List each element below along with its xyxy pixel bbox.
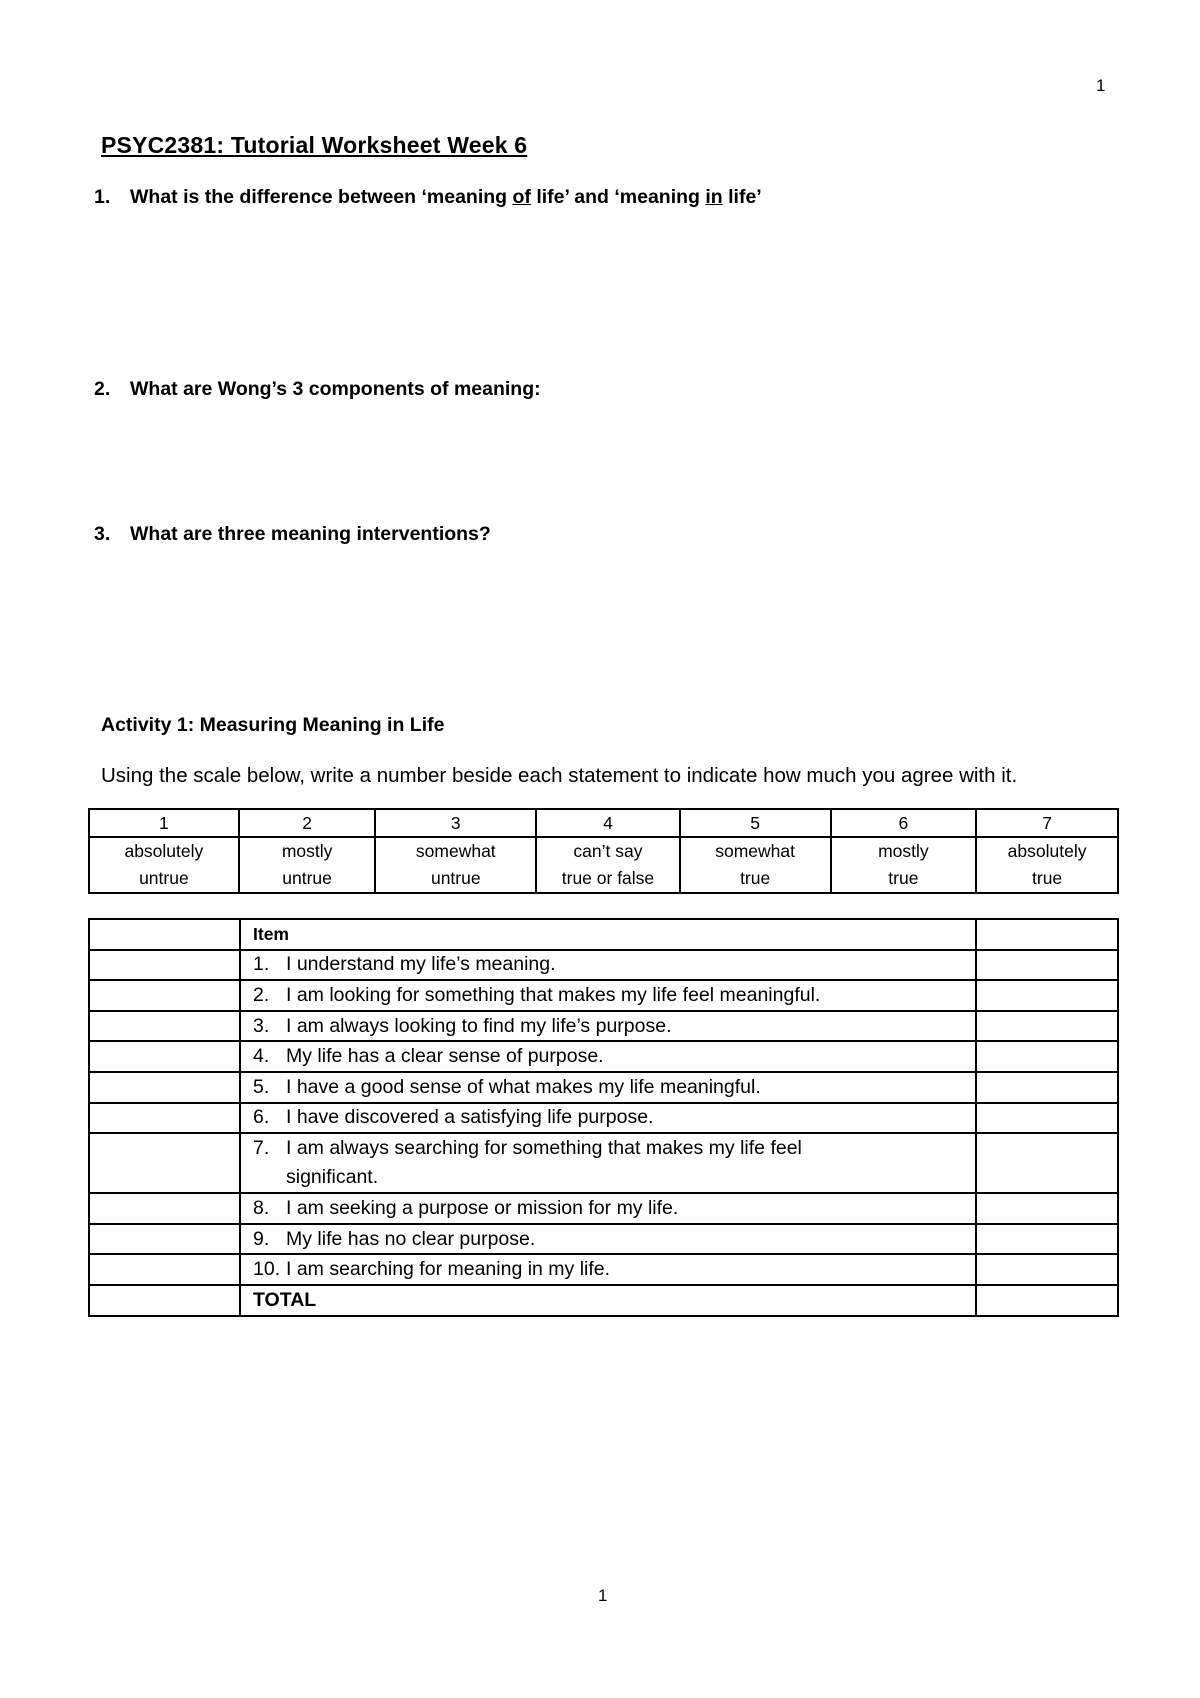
score-input-cell[interactable] — [89, 1285, 240, 1316]
score-input-cell[interactable] — [89, 980, 240, 1011]
question-1 — [94, 186, 762, 209]
meaning-items-table — [88, 918, 1119, 1317]
scale-label-line: true — [888, 868, 919, 888]
score-input-cell[interactable] — [89, 950, 240, 981]
table-row — [89, 1133, 1118, 1193]
worksheet-title: PSYC2381: Tutorial Worksheet Week 6 — [101, 132, 528, 158]
blank-cell — [976, 1224, 1118, 1255]
score-input-cell[interactable] — [89, 1133, 240, 1193]
item-cell — [240, 1103, 976, 1134]
item-text: I have discovered a satisfying life purpose. — [286, 1106, 654, 1129]
scale-label-line: somewhat — [715, 841, 796, 861]
total-label: TOTAL — [240, 1285, 976, 1316]
scale-number: 7 — [976, 809, 1118, 837]
question-underlined-word: in — [705, 186, 723, 208]
total-row — [89, 1285, 1118, 1316]
scale-label — [831, 837, 977, 893]
item-number: 4. — [253, 1045, 270, 1068]
scale-label-line: untrue — [139, 868, 189, 888]
scale-label-row — [89, 837, 1118, 893]
blank-cell — [976, 919, 1118, 950]
item-text: I am seeking a purpose or mission for my life. — [286, 1196, 679, 1219]
item-header: Item — [240, 919, 976, 950]
score-input-cell[interactable] — [89, 1041, 240, 1072]
blank-cell — [976, 1103, 1118, 1134]
item-cell — [240, 980, 976, 1011]
item-number: 6. — [253, 1106, 270, 1129]
table-header-row — [89, 919, 1118, 950]
score-input-cell[interactable] — [89, 1011, 240, 1042]
page-number-top: 1 — [1096, 76, 1106, 95]
scale-number: 4 — [536, 809, 680, 837]
table-row — [89, 1011, 1118, 1042]
score-input-cell[interactable] — [89, 1103, 240, 1134]
item-number: 2. — [253, 983, 270, 1006]
scale-number: 2 — [239, 809, 376, 837]
table-row — [89, 1224, 1118, 1255]
scale-label — [375, 837, 536, 893]
scale-label-line: mostly — [281, 841, 333, 861]
item-text: I understand my life’s meaning. — [286, 953, 556, 976]
question-3 — [94, 523, 491, 546]
scale-number-row — [89, 809, 1118, 837]
item-cell — [240, 1072, 976, 1103]
item-number: 5. — [253, 1075, 270, 1098]
score-input-cell[interactable] — [89, 1193, 240, 1224]
scale-label-line: absolutely — [1007, 841, 1087, 861]
scale-label-line: can’t say — [573, 841, 643, 861]
scale-number: 1 — [89, 809, 239, 837]
item-text: I have a good sense of what makes my life meaningful. — [286, 1075, 761, 1098]
question-text-part: life’ — [722, 186, 762, 208]
question-number: 1. — [94, 186, 111, 208]
score-input-cell[interactable] — [89, 1224, 240, 1255]
page-number-bottom: 1 — [598, 1586, 608, 1605]
scale-label-line: untrue — [282, 868, 332, 888]
scale-label-line: absolutely — [124, 841, 204, 861]
item-text: I am looking for something that makes my life feel meaningful. — [286, 983, 821, 1006]
blank-cell — [976, 1133, 1118, 1193]
question-number: 3. — [94, 523, 111, 545]
question-2 — [94, 378, 541, 401]
table-row — [89, 980, 1118, 1011]
table-row — [89, 950, 1118, 981]
question-number: 2. — [94, 378, 111, 400]
item-text: My life has a clear sense of purpose. — [286, 1045, 604, 1068]
rating-scale-table — [88, 808, 1119, 894]
blank-cell — [976, 1011, 1118, 1042]
item-number: 1. — [253, 953, 270, 976]
scale-label-line: true — [1032, 868, 1063, 888]
item-text: I am always looking to find my life’s purpose. — [286, 1014, 672, 1037]
blank-cell — [976, 1072, 1118, 1103]
scale-label-line: true — [740, 868, 771, 888]
item-cell — [240, 1193, 976, 1224]
blank-cell — [976, 1254, 1118, 1285]
question-text-part: life’ and ‘meaning — [530, 186, 706, 208]
item-cell — [240, 1133, 976, 1193]
item-number: 7. — [253, 1137, 270, 1160]
table-row — [89, 1254, 1118, 1285]
scale-number: 6 — [831, 809, 977, 837]
item-text: My life has no clear purpose. — [286, 1227, 536, 1250]
activity-title: Activity 1: Measuring Meaning in Life — [101, 714, 445, 736]
scale-label-line: mostly — [878, 841, 929, 861]
question-text: What are three meaning interventions? — [130, 523, 491, 545]
question-text: What are Wong’s 3 components of meaning: — [130, 378, 541, 400]
item-cell — [240, 1224, 976, 1255]
scale-label-line: true or false — [561, 868, 655, 888]
scale-label — [680, 837, 831, 893]
scale-label — [536, 837, 680, 893]
table-row — [89, 1041, 1118, 1072]
blank-cell — [976, 1041, 1118, 1072]
score-input-cell[interactable] — [89, 1072, 240, 1103]
scale-label — [239, 837, 376, 893]
scale-label — [89, 837, 239, 893]
scale-label-line: untrue — [430, 868, 481, 888]
scale-label-line: somewhat — [415, 841, 496, 861]
item-number: 9. — [253, 1227, 270, 1250]
score-input-cell[interactable] — [89, 1254, 240, 1285]
question-underlined-word: of — [512, 186, 531, 208]
blank-cell — [976, 980, 1118, 1011]
item-cell — [240, 1011, 976, 1042]
blank-cell — [976, 950, 1118, 981]
table-row — [89, 1072, 1118, 1103]
activity-instruction: Using the scale below, write a number beside each statement to indicate how much you agree with it. — [101, 764, 1018, 787]
table-row — [89, 1103, 1118, 1134]
item-number: 8. — [253, 1196, 270, 1219]
blank-cell — [976, 1193, 1118, 1224]
item-text: I am always searching for something that makes my life feel significant. — [286, 1137, 802, 1189]
item-number: 10. — [253, 1258, 281, 1281]
item-cell — [240, 1041, 976, 1072]
item-text: I am searching for meaning in my life. — [286, 1258, 611, 1281]
question-text-part: What is the difference between ‘meaning — [130, 186, 513, 208]
item-cell — [240, 1254, 976, 1285]
score-input-cell[interactable] — [89, 919, 240, 950]
scale-number: 5 — [680, 809, 831, 837]
scale-number: 3 — [375, 809, 536, 837]
scale-label — [976, 837, 1118, 893]
item-number: 3. — [253, 1014, 270, 1037]
total-value-cell[interactable] — [976, 1285, 1118, 1316]
item-cell — [240, 950, 976, 981]
table-row — [89, 1193, 1118, 1224]
